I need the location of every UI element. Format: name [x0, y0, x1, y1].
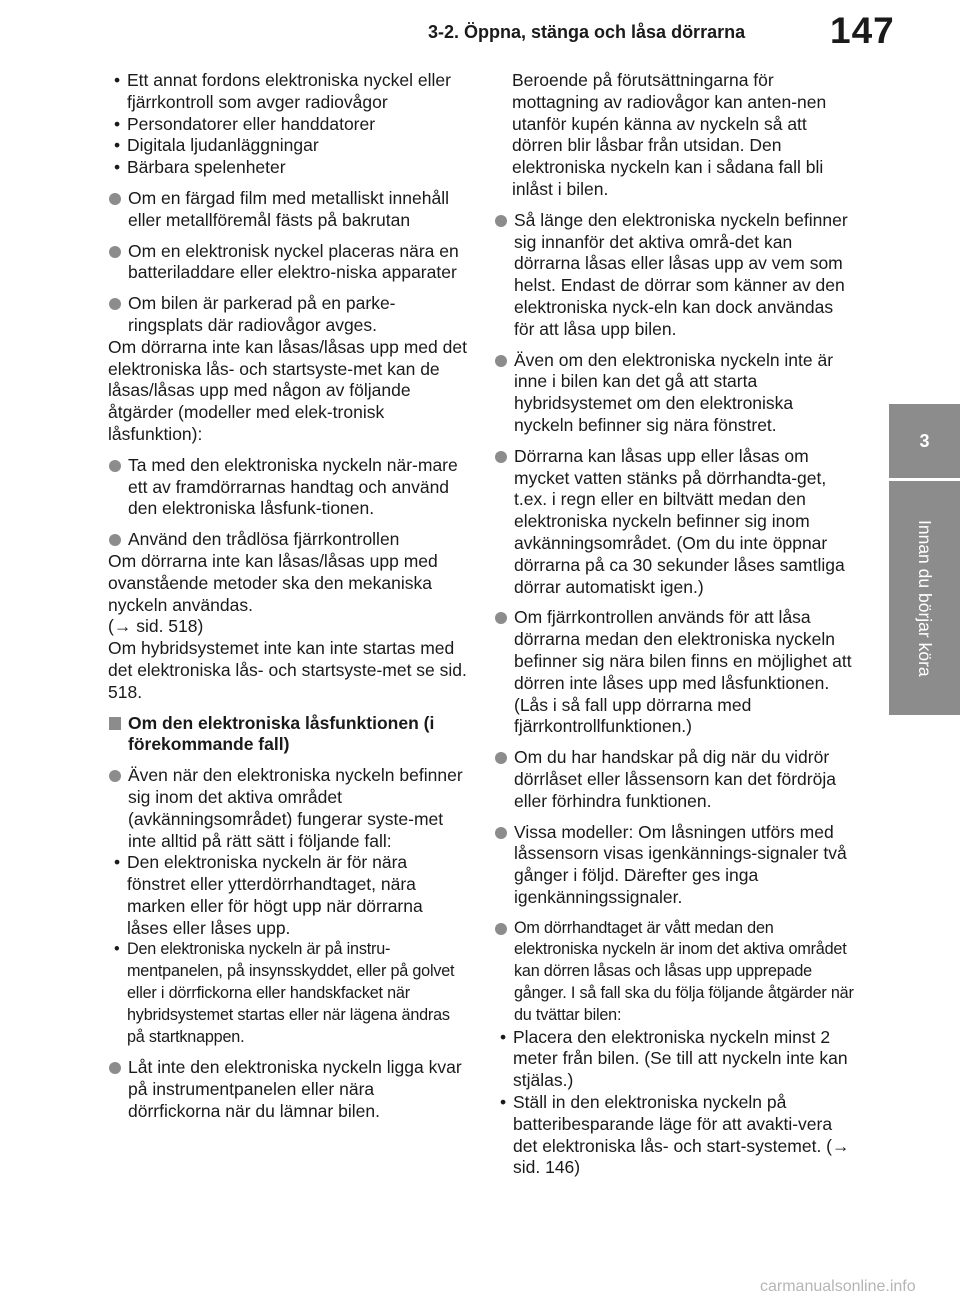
- list-item: • Den elektroniska nyckeln är för nära fönstret eller ytterdörrhandtaget, nära marken eller för högt upp när dörrarna låses eller låses upp.: [114, 852, 423, 938]
- circle-bullet-icon: [495, 451, 507, 463]
- arrow-right-icon: →: [113, 616, 132, 637]
- list-item: • Placera den elektroniska nyckeln minst 2 meter från bilen. (Se till att nyckeln inte kan stjälas.): [500, 1026, 848, 1091]
- paragraph: Om dörrarna inte kan låsas/låsas upp med det elektroniska lås- och startsyste-met kan de låsas/låsas upp med någon av följande åtgärder (modeller med elek-tronisk låsfunktion):: [108, 336, 467, 444]
- list-item: • Ett annat fordons elektroniska nyckel eller fjärrkontroll som avger radiovågor: [114, 70, 451, 112]
- circle-bullet-icon: [109, 193, 121, 205]
- list-item: • Ställ in den elektroniska nyckeln på batteribesparande läge för att avakti-vera det elektroniska lås- och start-systemet. (→ sid. 146): [500, 1092, 850, 1178]
- subsection-heading: Om den elektroniska låsfunktionen (i förekommande fall): [108, 713, 468, 757]
- list-item: Använd den trådlösa fjärrkontrollen: [108, 529, 468, 551]
- list-item: Även när den elektroniska nyckeln befinner sig inom det aktiva området (avkänningsområdet) fungerar syste-met inte alltid på rätt sätt i följande fall:: [108, 765, 468, 852]
- chapter-tab-number: 3: [889, 404, 960, 478]
- circle-bullet-icon: [109, 298, 121, 310]
- list-item: Dörrarna kan låsas upp eller låsas om mycket vatten stänks på dörrhandta-get, t.ex. i regn eller en biltvätt medan den elektroniska nyckeln befinner sig inom avkänningsområdet. (Om du inte öppnar dörrarna på ca 30 sekunder låses samtliga dörrar automatiskt igen.): [494, 446, 854, 599]
- list-item: Låt inte den elektroniska nyckeln ligga kvar på instrumentpanelen eller nära dörrfickorna när du lämnar bilen.: [108, 1057, 468, 1122]
- circle-bullet-icon: [495, 752, 507, 764]
- circle-bullet-icon: [109, 534, 121, 546]
- paragraph: Om dörrarna inte kan låsas/låsas upp med ovanstående metoder ska den mekaniska nyckeln användas. (→ sid. 518): [108, 550, 438, 637]
- list-item: Om bilen är parkerad på en parke-ringsplats där radiovågor avges.: [108, 293, 468, 337]
- list-item: Ta med den elektroniska nyckeln när-mare ett av framdörrarnas handtag och använd den elektroniska låsfunk-tionen.: [108, 455, 468, 520]
- circle-bullet-icon: [495, 612, 507, 624]
- section-title: 3-2. Öppna, stänga och låsa dörrarna: [428, 22, 746, 42]
- circle-bullet-icon: [109, 460, 121, 472]
- right-column: [494, 70, 854, 1179]
- list-item: • Digitala ljudanläggningar: [114, 135, 319, 156]
- list-item: Om dörrhandtaget är vått medan den elektroniska nyckeln är inom det aktiva området kan dörren låsas och låsas upp upprepade gånger. I så fall ska du följa följande åtgärder när du tvättar bilen:: [494, 918, 854, 1027]
- left-column: [108, 70, 468, 1123]
- circle-bullet-icon: [495, 827, 507, 839]
- list-item: Även om den elektroniska nyckeln inte är inne i bilen kan det gå att starta hybridsystemet om den elektroniska nyckeln befinner sig nära fönstret.: [494, 350, 854, 437]
- list-item: Vissa modeller: Om låsningen utförs med låssensorn visas igenkännings-signaler två gånger i följd. Därefter ges inga igenkänningssignaler.: [494, 822, 854, 909]
- circle-bullet-icon: [109, 770, 121, 782]
- watermark: carmanualsonline.info: [760, 1278, 916, 1295]
- circle-bullet-icon: [109, 246, 121, 258]
- chapter-tab: [889, 481, 960, 715]
- chapter-tab-label: Innan du börjar köra: [915, 519, 935, 677]
- arrow-right-icon: →: [832, 1135, 850, 1156]
- page-number: 147: [830, 10, 895, 51]
- paragraph: Beroende på förutsättningarna för mottagning av radiovågor kan anten-nen utanför kupén känna av nyckeln så att dörren blir låsbar från utsidan. Den elektroniska nyckeln kan i sådana fall bli inlåst i bilen.: [512, 70, 827, 199]
- list-item: • Den elektroniska nyckeln är på instru-mentpanelen, på insynsskyddet, eller på golvet eller i dörrfickorna eller handskfacket när hybridsystemet startas eller när lägena ändras på startknappen.: [114, 940, 455, 1046]
- paragraph: Om hybridsystemet inte kan inte startas med det elektroniska lås- och startsyste-met se sid. 518.: [108, 638, 467, 702]
- square-bullet-icon: [109, 717, 121, 730]
- circle-bullet-icon: [495, 923, 507, 935]
- list-item: Så länge den elektroniska nyckeln befinner sig innanför det aktiva områ-det kan dörrarna låsas eller låsas upp av vem som helst. Endast de dörrar som känner av den elektroniska nyck-eln kan dock användas för att låsa upp bilen.: [494, 210, 854, 341]
- list-item: • Bärbara spelenheter: [114, 157, 286, 178]
- page-header: [0, 0, 960, 62]
- circle-bullet-icon: [495, 215, 507, 227]
- list-item: Om du har handskar på dig när du vidrör dörrlåset eller låssensorn kan det fördröja eller förhindra funktionen.: [494, 747, 854, 812]
- list-item: Om en elektronisk nyckel placeras nära en batteriladdare eller elektro-niska apparater: [108, 241, 468, 285]
- list-item: Om en färgad film med metalliskt innehåll eller metallföremål fästs på bakrutan: [108, 188, 468, 232]
- list-item: Om fjärrkontrollen används för att låsa dörrarna medan den elektroniska nyckeln befinner sig nära bilen finns en möjlighet att dörren inte låses upp med låsfunktionen. (Lås i så fall upp dörrarna med fjärrkontrollfunktionen.): [494, 607, 854, 738]
- circle-bullet-icon: [109, 1062, 121, 1074]
- circle-bullet-icon: [495, 355, 507, 367]
- list-item: • Persondatorer eller handdatorer: [114, 113, 376, 134]
